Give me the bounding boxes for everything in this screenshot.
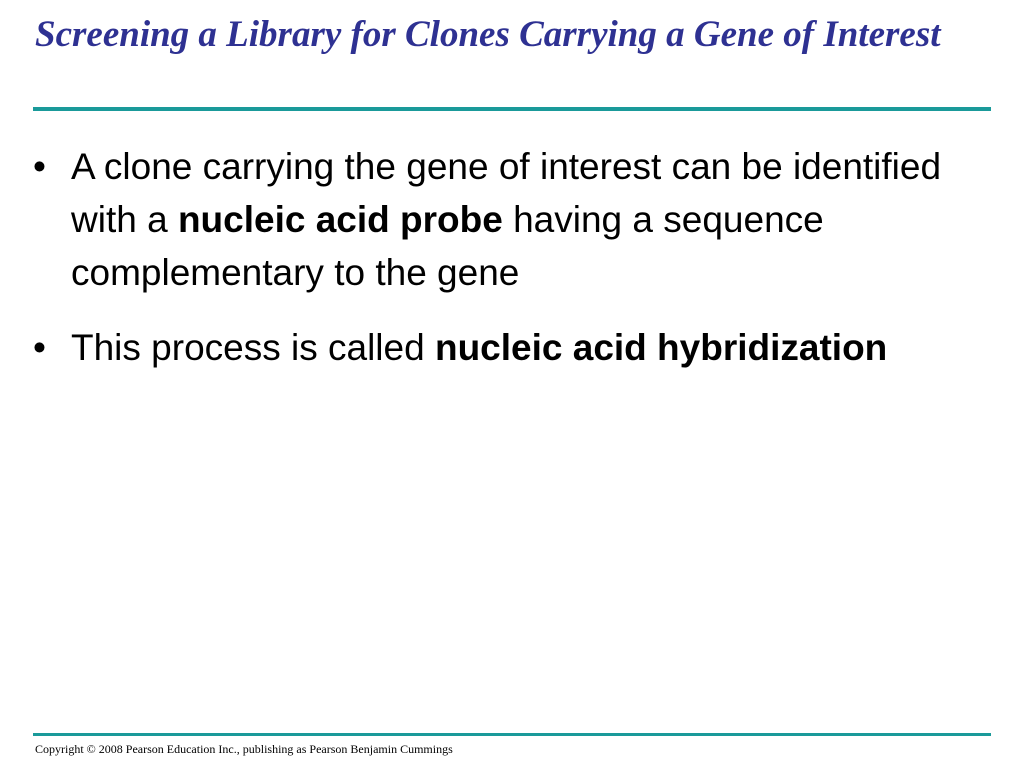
copyright-footer: Copyright © 2008 Pearson Education Inc., publishing as Pearson Benjamin Cummings [35, 742, 453, 756]
title-divider [33, 107, 991, 111]
bullet-bold-term: nucleic acid hybridization [434, 327, 888, 368]
bullet-text: having a sequence complementary to the gene [71, 199, 824, 293]
bullet-text: A clone carrying the gene of interest can be identified with a [71, 146, 942, 240]
bullet-marker: • [33, 327, 46, 368]
bullet-marker: • [33, 146, 46, 187]
bullet-item [33, 140, 973, 299]
slide-title: Screening a Library for Clones Carrying a Gene of Interest [35, 14, 941, 55]
bullet-item [33, 321, 973, 374]
bullet-list [33, 140, 973, 396]
footer-divider [33, 733, 991, 736]
bullet-bold-term: nucleic acid probe [177, 199, 503, 240]
bullet-text: This process is called [71, 327, 435, 368]
